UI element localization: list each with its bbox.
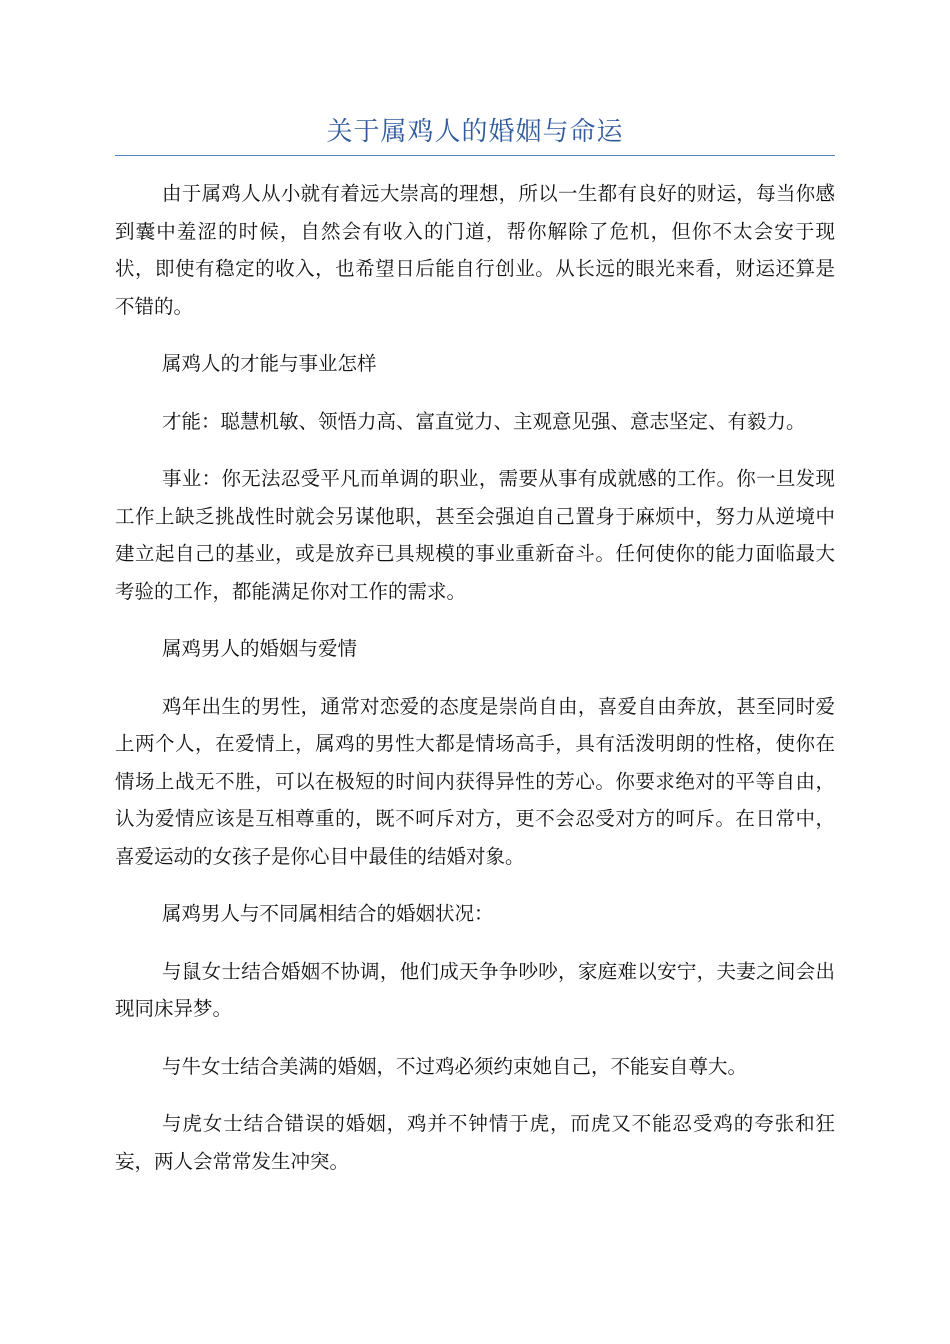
section-heading-marriage-love: 属鸡男人的婚姻与爱情 xyxy=(162,637,358,660)
paragraph-match-ox: 与牛女士结合美满的婚姻，不过鸡必须约束她自己，不能妄自尊大。 xyxy=(162,1054,748,1078)
paragraph-match-tiger: 与虎女士结合错误的婚姻，鸡并不钟情于虎，而虎又不能忍受鸡的夸张和狂妄，两人会常常发生冲突。 xyxy=(115,1112,835,1173)
document-body xyxy=(115,175,835,1200)
document-title: 关于属鸡人的婚姻与命运 xyxy=(326,117,624,147)
paragraph-talent: 才能：聪慧机敏、领悟力高、富直觉力、主观意见强、意志坚定、有毅力。 xyxy=(162,409,806,433)
paragraph-match-rat: 与鼠女士结合婚姻不协调，他们成天争争吵吵，家庭难以安宁，夫妻之间会出现同床异梦。 xyxy=(115,959,835,1020)
paragraph-wealth: 由于属鸡人从小就有着远大崇高的理想，所以一生都有良好的财运，每当你感到囊中羞涩的时候，自然会有收入的门道，帮你解除了危机，但你不太会安于现状，即使有稳定的收入，也希望日后能自行创业。从长远的眼光来看，财运还算是不错的。 xyxy=(115,182,835,318)
section-heading-zodiac-match: 属鸡男人与不同属相结合的婚姻状况： xyxy=(162,902,494,925)
section-heading-talent-career: 属鸡人的才能与事业怎样 xyxy=(162,352,377,375)
paragraph-career: 事业：你无法忍受平凡而单调的职业，需要从事有成就感的工作。你一旦发现工作上缺乏挑战性时就会另谋他职，甚至会强迫自己置身于麻烦中，努力从逆境中建立起自己的基业，或是放弃已具规模的事业重新奋斗。任何使你的能力面临最大考验的工作，都能满足你对工作的需求。 xyxy=(115,467,835,603)
paragraph-love: 鸡年出生的男性，通常对恋爱的态度是崇尚自由，喜爱自由奔放，甚至同时爱上两个人，在爱情上，属鸡的男性大都是情场高手，具有活泼明朗的性格，使你在情场上战无不胜，可以在极短的时间内获得异性的芳心。你要求绝对的平等自由，认为爱情应该是互相尊重的，既不呵斥对方，更不会忍受对方的呵斥。在日常中，喜爱运动的女孩子是你心目中最佳的结婚对象。 xyxy=(115,694,835,868)
title-underline xyxy=(115,155,835,156)
